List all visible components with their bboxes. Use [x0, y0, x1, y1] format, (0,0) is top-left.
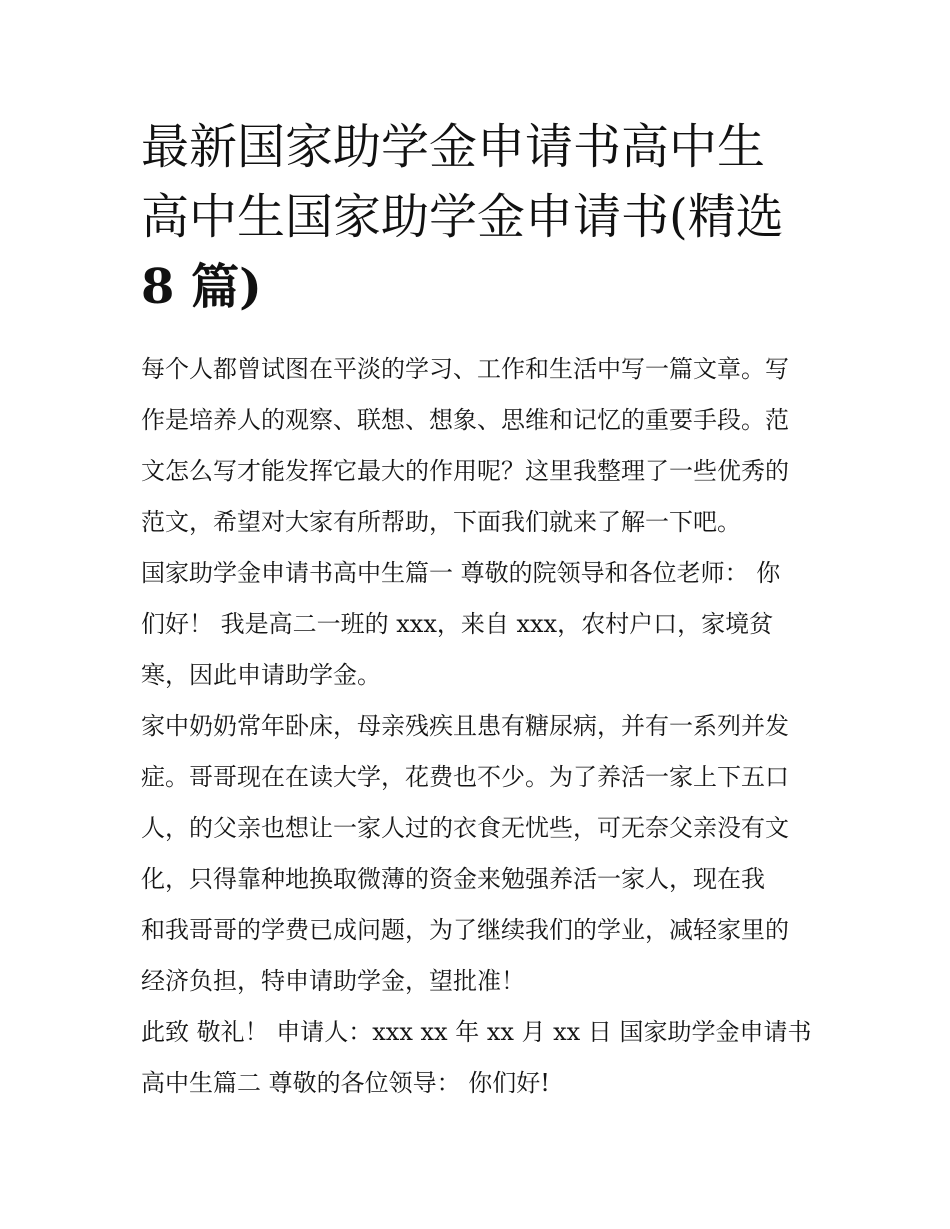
- text-line: 化，只得靠种地换取微薄的资金来勉强养活一家人，现在我: [141, 865, 765, 893]
- text-line: 家中奶奶常年卧床，母亲残疾且患有糖尿病，并有一系列并发: [141, 712, 789, 740]
- text-line: 寒，因此申请助学金。: [141, 661, 381, 689]
- text-line: 人，的父亲也想让一家人过的衣食无忧些，可无奈父亲没有文: [141, 814, 789, 842]
- paragraph-greeting: [141, 548, 813, 701]
- paragraph-intro: [141, 344, 813, 548]
- text-line: 高中生篇二 尊敬的各位领导： 你们好!: [141, 1069, 550, 1097]
- text-line: 症。哥哥现在在读大学，花费也不少。为了养活一家上下五口: [141, 763, 789, 791]
- text-line: 此致 敬礼！ 申请人：xxx xx 年 xx 月 xx 日 国家助学金申请书: [141, 1018, 812, 1046]
- title-line-2: 高中生国家助学金申请书(精选: [141, 189, 784, 245]
- text-line: 文怎么写才能发挥它最大的作用呢？这里我整理了一些优秀的: [141, 457, 789, 485]
- text-line: 每个人都曾试图在平淡的学习、工作和生活中写一篇文章。写: [141, 355, 789, 383]
- title-line-1: 最新国家助学金申请书高中生: [141, 119, 766, 175]
- title-line-3: 8 篇): [141, 259, 262, 315]
- text-line: 们好！ 我是高二一班的 xxx，来自 xxx，农村户口，家境贫: [141, 610, 774, 638]
- paragraph-closing: [141, 1007, 813, 1109]
- text-line: 经济负担，特申请助学金，望批准！: [141, 967, 525, 995]
- text-line: 和我哥哥的学费已成问题，为了继续我们的学业，减轻家里的: [141, 916, 789, 944]
- document-content: [141, 112, 813, 1109]
- text-line: 范文，希望对大家有所帮助，下面我们就来了解一下吧。: [141, 508, 741, 536]
- paragraph-family-situation: [141, 701, 813, 1007]
- document-body: [141, 344, 813, 1109]
- text-line: 作是培养人的观察、联想、想象、思维和记忆的重要手段。范: [141, 406, 789, 434]
- document-title: [141, 112, 813, 322]
- text-line: 国家助学金申请书高中生篇一 尊敬的院领导和各位老师： 你: [141, 559, 781, 587]
